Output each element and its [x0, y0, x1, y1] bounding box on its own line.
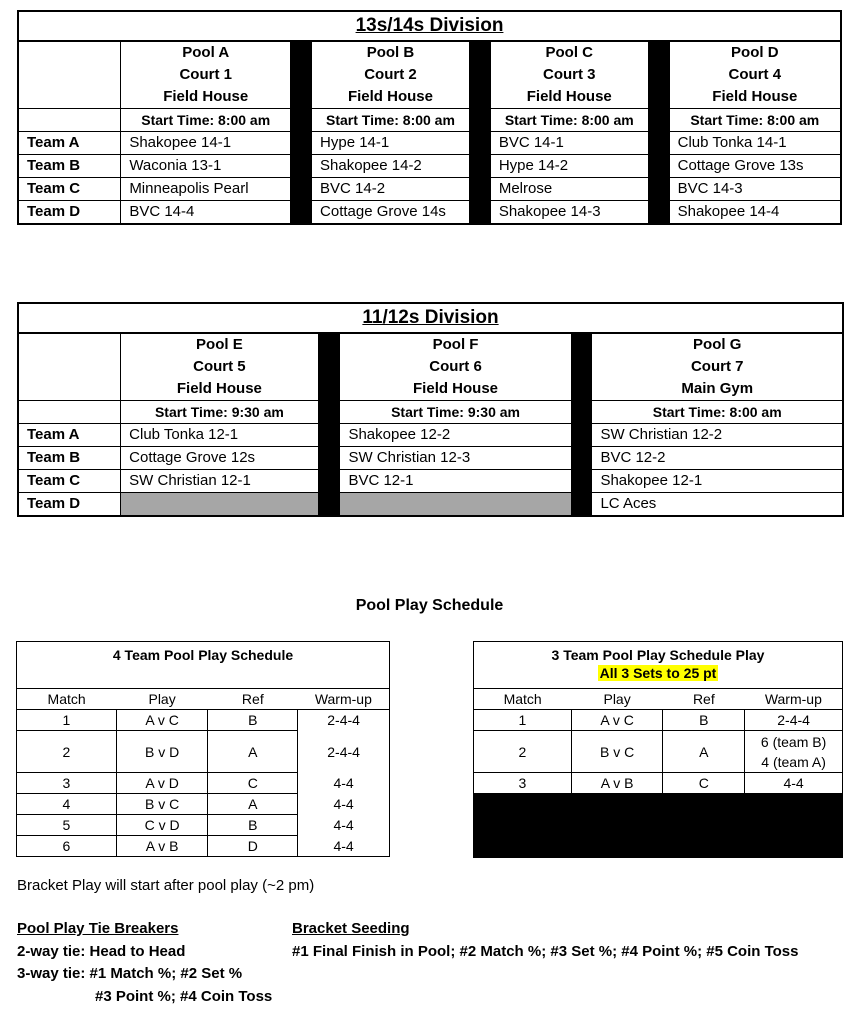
cell: 4-4: [298, 773, 390, 794]
cell: 2: [474, 731, 572, 773]
team-cell: Melrose: [490, 178, 648, 201]
col-header: Warm-up: [298, 689, 390, 710]
cell: B: [208, 710, 298, 731]
team-cell: LC Aces: [592, 493, 843, 517]
tiebreaker-line: 3-way tie: #1 Match %; #2 Set %: [17, 965, 243, 982]
cell: A: [208, 731, 298, 773]
pool-header: Pool F Court 6 Field House: [340, 333, 571, 401]
cell: 6 (team B) 4 (team A): [745, 731, 843, 773]
team-cell: SW Christian 12-2: [592, 424, 843, 447]
four-team-schedule: [16, 641, 390, 857]
schedule-title: 3 Team Pool Play Schedule Play All 3 Sets to 25 pt: [474, 642, 843, 689]
cell: B v C: [571, 731, 663, 773]
pool-header: Pool B Court 2 Field House: [312, 41, 470, 109]
team-cell: Hype 14-1: [312, 132, 470, 155]
team-label: Team B: [18, 155, 121, 178]
pool-header: Pool E Court 5 Field House: [121, 333, 318, 401]
cell: C: [663, 773, 745, 794]
team-cell: Minneapolis Pearl: [121, 178, 291, 201]
start-time: Start Time: 9:30 am: [340, 401, 571, 424]
team-cell: SW Christian 12-3: [340, 447, 571, 470]
team-cell: Club Tonka 14-1: [669, 132, 841, 155]
cell: A v B: [116, 836, 208, 857]
empty-team-cell: [121, 493, 318, 517]
division-title: 13s/14s Division: [18, 11, 841, 41]
schedule-title: 4 Team Pool Play Schedule: [17, 642, 390, 689]
team-cell: Shakopee 12-2: [340, 424, 571, 447]
cell: 2-4-4: [298, 731, 390, 773]
start-time: Start Time: 8:00 am: [490, 109, 648, 132]
bracket-note: Bracket Play will start after pool play (~2 pm): [17, 877, 315, 894]
cell: A: [663, 731, 745, 773]
col-header: Match: [17, 689, 117, 710]
start-time: Start Time: 8:00 am: [121, 109, 291, 132]
pool-header: Pool A Court 1 Field House: [121, 41, 291, 109]
team-cell: BVC 14-4: [121, 201, 291, 225]
team-cell: Hype 14-2: [490, 155, 648, 178]
pool-header: Pool C Court 3 Field House: [490, 41, 648, 109]
team-cell: Cottage Grove 12s: [121, 447, 318, 470]
cell: 4-4: [298, 794, 390, 815]
tiebreakers-heading: Pool Play Tie Breakers: [17, 920, 179, 937]
schedule-heading: Pool Play Schedule: [355, 597, 504, 614]
team-cell: Shakopee 14-1: [121, 132, 291, 155]
cell: A v C: [116, 710, 208, 731]
cell: 1: [474, 710, 572, 731]
col-header: Play: [116, 689, 208, 710]
team-label: Team C: [18, 178, 121, 201]
team-label: Team B: [18, 447, 121, 470]
team-cell: Shakopee 14-2: [312, 155, 470, 178]
cell: A v B: [571, 773, 663, 794]
team-label: Team C: [18, 470, 121, 493]
cell: 6: [17, 836, 117, 857]
team-label: Team D: [18, 493, 121, 517]
team-cell: BVC 14-3: [669, 178, 841, 201]
tiebreaker-line: 2-way tie: Head to Head: [17, 943, 186, 960]
cell: 3: [474, 773, 572, 794]
sets-highlight: All 3 Sets to 25 pt: [599, 665, 717, 681]
cell: B: [208, 815, 298, 836]
filler-block: [474, 794, 843, 858]
cell: 5: [17, 815, 117, 836]
team-cell: Cottage Grove 14s: [312, 201, 470, 225]
cell: 4-4: [298, 836, 390, 857]
cell: B: [663, 710, 745, 731]
cell: 2-4-4: [745, 710, 843, 731]
tiebreaker-line: #3 Point %; #4 Coin Toss: [95, 988, 273, 1005]
col-header: Ref: [663, 689, 745, 710]
cell: D: [208, 836, 298, 857]
seeding-text: #1 Final Finish in Pool; #2 Match %; #3 Set %; #4 Point %; #5 Coin Toss: [292, 943, 799, 960]
team-label: Team A: [18, 424, 121, 447]
cell: B v D: [116, 731, 208, 773]
division-title: 11/12s Division: [18, 303, 843, 333]
cell: 4: [17, 794, 117, 815]
team-cell: Shakopee 12-1: [592, 470, 843, 493]
team-cell: SW Christian 12-1: [121, 470, 318, 493]
cell: A: [208, 794, 298, 815]
cell: A v D: [116, 773, 208, 794]
cell: C v D: [116, 815, 208, 836]
team-cell: Shakopee 14-3: [490, 201, 648, 225]
cell: 4-4: [298, 815, 390, 836]
col-header: Ref: [208, 689, 298, 710]
pool-header: Pool D Court 4 Field House: [669, 41, 841, 109]
team-cell: Cottage Grove 13s: [669, 155, 841, 178]
team-cell: Club Tonka 12-1: [121, 424, 318, 447]
division-11-12-table: [17, 302, 844, 517]
team-cell: Shakopee 14-4: [669, 201, 841, 225]
team-cell: BVC 14-1: [490, 132, 648, 155]
team-cell: Waconia 13-1: [121, 155, 291, 178]
cell: C: [208, 773, 298, 794]
team-label: Team D: [18, 201, 121, 225]
pool-header: Pool G Court 7 Main Gym: [592, 333, 843, 401]
empty-team-cell: [340, 493, 571, 517]
cell: B v C: [116, 794, 208, 815]
col-header: Match: [474, 689, 572, 710]
team-label: Team A: [18, 132, 121, 155]
cell: 3: [17, 773, 117, 794]
division-13-14-table: [17, 10, 842, 225]
team-cell: BVC 14-2: [312, 178, 470, 201]
cell: 2-4-4: [298, 710, 390, 731]
start-time: Start Time: 9:30 am: [121, 401, 318, 424]
cell: 1: [17, 710, 117, 731]
cell: 2: [17, 731, 117, 773]
seeding-heading: Bracket Seeding: [292, 920, 410, 937]
team-cell: BVC 12-1: [340, 470, 571, 493]
start-time: Start Time: 8:00 am: [312, 109, 470, 132]
start-time: Start Time: 8:00 am: [669, 109, 841, 132]
team-cell: BVC 12-2: [592, 447, 843, 470]
cell: 4-4: [745, 773, 843, 794]
cell: A v C: [571, 710, 663, 731]
three-team-schedule: [473, 641, 843, 858]
col-header: Play: [571, 689, 663, 710]
start-time: Start Time: 8:00 am: [592, 401, 843, 424]
col-header: Warm-up: [745, 689, 843, 710]
